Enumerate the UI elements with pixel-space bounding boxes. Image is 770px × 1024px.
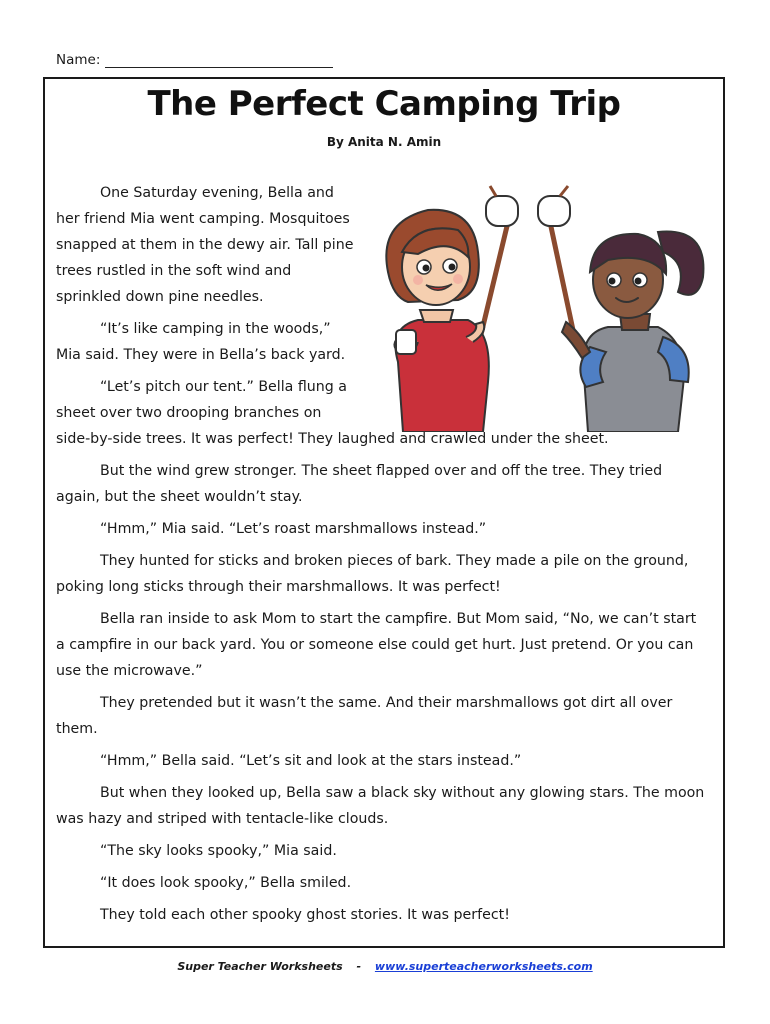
story-paragraph: “It’s like camping in the woods,” Mia said. They were in Bella’s back yard. bbox=[56, 321, 346, 363]
story-paragraph: But when they looked up, Bella saw a black sky without any glowing stars. The moon was hazy and striped with tentacle-like clouds. bbox=[56, 785, 705, 827]
page-footer bbox=[0, 960, 770, 973]
story-paragraph: “Let’s pitch our tent.” Bella flung a sheet over two drooping branches on side-by-side trees. It was perfect! They laughed and crawled under the sheet. bbox=[56, 379, 609, 447]
story-paragraph: “It does look spooky,” Bella smiled. bbox=[100, 875, 352, 891]
story-paragraph: “Hmm,” Bella said. “Let’s sit and look at the stars instead.” bbox=[100, 753, 522, 769]
story-paragraph: “The sky looks spooky,” Mia said. bbox=[100, 843, 337, 859]
footer-website-link[interactable]: www.superteacherworksheets.com bbox=[374, 960, 593, 973]
footer-brand: Super Teacher Worksheets bbox=[177, 960, 343, 973]
story-byline: By Anita N. Amin bbox=[326, 135, 442, 149]
story-paragraph: They hunted for sticks and broken pieces of bark. They made a pile on the ground, poking long sticks through their marshmallows. It was perfect! bbox=[56, 553, 689, 595]
story-paragraph: They told each other spooky ghost stories. It was perfect! bbox=[100, 907, 510, 923]
name-input-line[interactable] bbox=[105, 53, 333, 68]
name-label: Name: bbox=[56, 52, 101, 68]
story-paragraph: But the wind grew stronger. The sheet flapped over and off the tree. They tried again, but the sheet wouldn’t stay. bbox=[56, 463, 663, 505]
story-body bbox=[56, 180, 706, 934]
footer-separator: - bbox=[356, 960, 362, 973]
story-paragraph: One Saturday evening, Bella and her friend Mia went camping. Mosquitoes snapped at them in the dewy air. Tall pine trees rustled in the soft wind and sprinkled down pine needles. bbox=[56, 185, 354, 305]
name-field-row bbox=[56, 52, 333, 68]
story-paragraph: Bella ran inside to ask Mom to start the campfire. But Mom said, “No, we can’t start a campfire in our back yard. You or someone else could get hurt. Just pretend. Or you can use the microwave.” bbox=[56, 611, 697, 679]
story-paragraph: They pretended but it wasn’t the same. And their marshmallows got dirt all over them. bbox=[56, 695, 673, 737]
story-paragraph: “Hmm,” Mia said. “Let’s roast marshmallows instead.” bbox=[100, 521, 487, 537]
story-title: The Perfect Camping Trip bbox=[147, 84, 621, 124]
